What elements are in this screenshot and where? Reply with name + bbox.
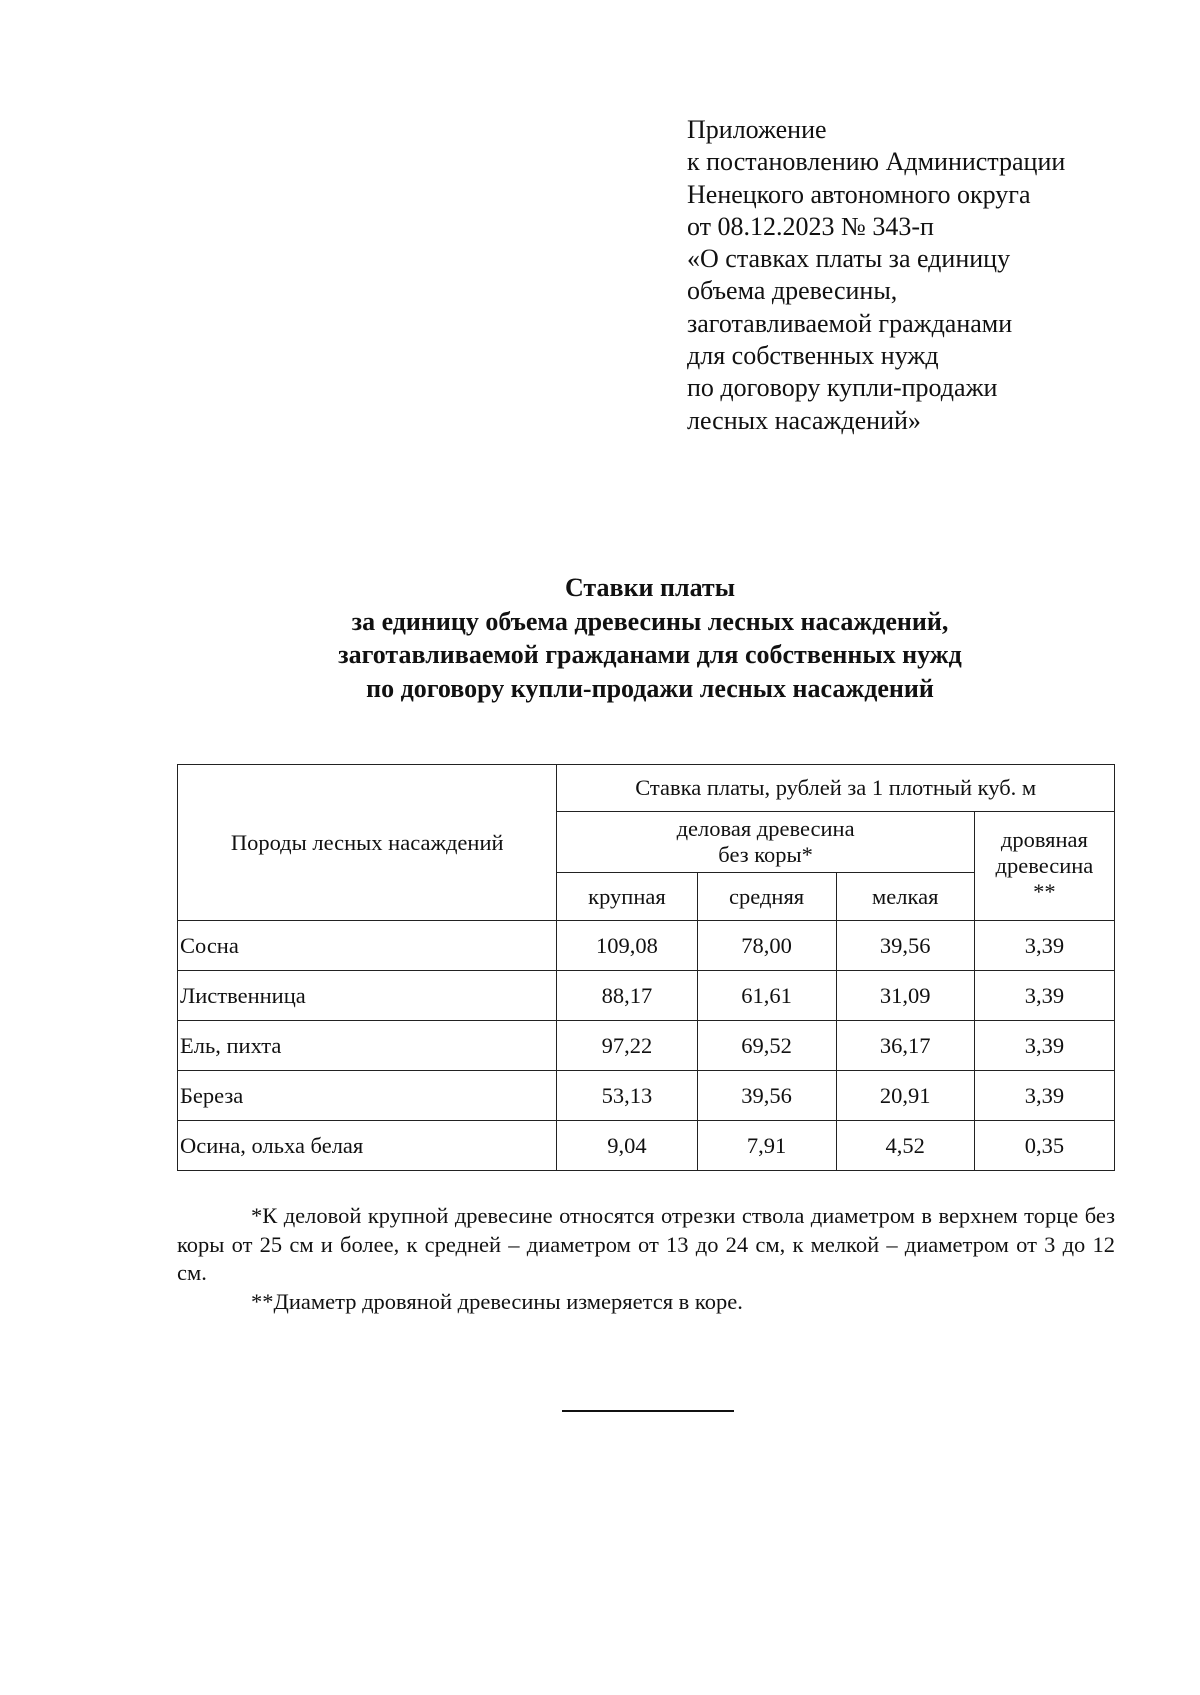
medium-rate-cell: 78,00 xyxy=(697,921,836,971)
appendix-line: от 08.12.2023 № 343-п xyxy=(687,211,934,241)
species-cell: Береза xyxy=(178,1071,557,1121)
appendix-line: к постановлению Администрации xyxy=(687,147,1066,177)
header-row-1 xyxy=(178,765,1115,812)
end-divider xyxy=(562,1410,734,1412)
firewood-header-line: ** xyxy=(1033,879,1056,904)
species-cell: Осина, ольха белая xyxy=(178,1121,557,1171)
appendix-line: Приложение xyxy=(687,115,827,144)
document-title xyxy=(150,571,1150,705)
small-rate-cell: 31,09 xyxy=(836,971,974,1021)
col-large-header: крупная xyxy=(557,873,697,921)
rate-header: Ставка платы, рублей за 1 плотный куб. м xyxy=(557,765,1115,812)
appendix-line: Ненецкого автономного округа xyxy=(687,179,1031,209)
species-cell: Лиственница xyxy=(178,971,557,1021)
small-rate-cell: 36,17 xyxy=(836,1021,974,1071)
table-row xyxy=(178,921,1115,971)
appendix-line: «О ставках платы за единицу xyxy=(687,244,1011,274)
appendix-line: по договору купли-продажи xyxy=(687,373,998,403)
title-line: Ставки платы xyxy=(565,573,735,602)
business-header-line: без коры* xyxy=(718,842,813,867)
table-row xyxy=(178,1021,1115,1071)
species-header: Породы лесных насаждений xyxy=(178,765,557,921)
large-rate-cell: 88,17 xyxy=(557,971,697,1021)
appendix-line: объема древесины, xyxy=(687,276,898,306)
medium-rate-cell: 69,52 xyxy=(697,1021,836,1071)
small-rate-cell: 4,52 xyxy=(836,1121,974,1171)
medium-rate-cell: 7,91 xyxy=(697,1121,836,1171)
appendix-line: заготавливаемой гражданами xyxy=(687,308,1013,338)
footnotes xyxy=(177,1202,1115,1316)
table-row xyxy=(178,1121,1115,1171)
species-cell: Сосна xyxy=(178,921,557,971)
table-row xyxy=(178,971,1115,1021)
col-medium-header: средняя xyxy=(697,873,836,921)
small-rate-cell: 39,56 xyxy=(836,921,974,971)
appendix-line: лесных насаждений» xyxy=(687,405,921,435)
large-rate-cell: 53,13 xyxy=(557,1071,697,1121)
small-rate-cell: 20,91 xyxy=(836,1071,974,1121)
medium-rate-cell: 61,61 xyxy=(697,971,836,1021)
rates-table xyxy=(177,764,1115,1171)
large-rate-cell: 97,22 xyxy=(557,1021,697,1071)
appendix-line: для собственных нужд xyxy=(687,341,939,371)
business-header-line: деловая древесина xyxy=(676,816,855,841)
appendix-block xyxy=(687,114,1167,437)
firewood-rate-cell: 0,35 xyxy=(974,1121,1114,1171)
footnote-business-wood: *К деловой крупной древесине относятся отрезки ствола диаметром в верхнем торце без коры от 25 см и более, к средней – диаметром от 13 до 24 см, к мелкой – диаметром от 3 до 12 см. xyxy=(177,1203,1115,1285)
business-wood-header xyxy=(557,812,974,873)
table-row xyxy=(178,1071,1115,1121)
large-rate-cell: 9,04 xyxy=(557,1121,697,1171)
firewood-rate-cell: 3,39 xyxy=(974,1021,1114,1071)
title-line: по договору купли-продажи лесных насаждений xyxy=(366,673,934,703)
footnote-firewood: **Диаметр дровяной древесины измеряется в коре. xyxy=(251,1288,743,1314)
firewood-header xyxy=(974,812,1114,921)
firewood-rate-cell: 3,39 xyxy=(974,1071,1114,1121)
medium-rate-cell: 39,56 xyxy=(697,1071,836,1121)
title-line: заготавливаемой гражданами для собственных нужд xyxy=(338,640,962,669)
firewood-rate-cell: 3,39 xyxy=(974,971,1114,1021)
species-cell: Ель, пихта xyxy=(178,1021,557,1071)
title-line: за единицу объема древесины лесных насаждений, xyxy=(351,606,949,636)
large-rate-cell: 109,08 xyxy=(557,921,697,971)
firewood-header-line: древесина xyxy=(995,853,1094,878)
firewood-rate-cell: 3,39 xyxy=(974,921,1114,971)
firewood-header-line: дровяная xyxy=(1000,827,1088,852)
col-small-header: мелкая xyxy=(836,873,974,921)
